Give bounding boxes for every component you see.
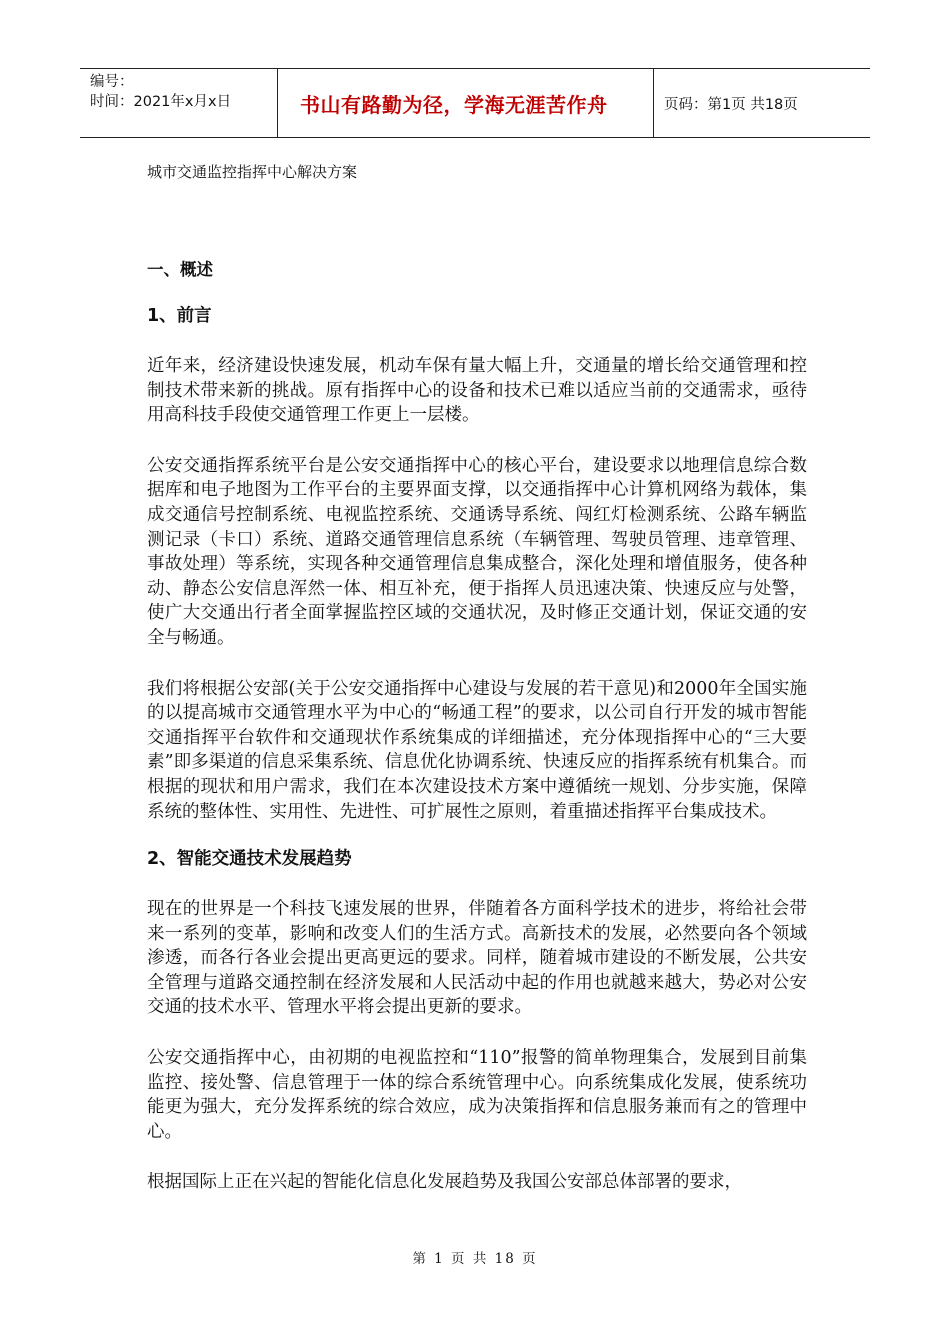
motto-text: 书山有路勤为径，学海无涯苦作舟 (300, 92, 608, 117)
page-info-text: 页码：第1页 共18页 (664, 96, 798, 113)
preface-paragraph-1: 近年来，经济建设快速发展，机动车保有量大幅上升，交通量的增长给交通管理和控制技术带来新的挑战。原有指挥中心的设备和技术已难以适应当前的交通需求，亟待用高科技手段使交通管理工作更上一层楼。 (147, 356, 807, 426)
trend-paragraph-2: 公安交通指挥中心，由初期的电视监控和“110”报警的简单物理集合，发展到目前集监控、接处警、信息管理于一体的综合系统管理中心。向系统集成化发展，使系统功能更为强大，充分发挥系统的综合效应，成为决策指挥和信息服务兼而有之的管理中心。 (147, 1048, 807, 1142)
code-label: 编号： (90, 74, 134, 90)
preface-heading: 1、前言 (147, 306, 212, 326)
date-label: 时间：2021年x月x日 (90, 94, 232, 110)
header-meta-cell (80, 69, 278, 137)
preface-paragraph-3: 我们将根据公安部(关于公安交通指挥中心建设与发展的若干意见)和2000年全国实施的以提高城市交通管理水平为中心的“畅通工程”的要求，以公司自行开发的城市智能交通指挥平台软件和交通现状作系统集成的详细描述，充分体现指挥中心的“三大要素”即多渠道的信息采集系统、信息优化协调系统、快速反应的指挥系统有机集合。而根据的现状和用户需求，我们在本次建设技术方案中遵循统一规划、分步实施，保障系统的整体性、实用性、先进性、可扩展性之原则，着重描述指挥平台集成技术。 (147, 678, 807, 822)
document-title: 城市交通监控指挥中心解决方案 (147, 163, 358, 181)
trend-paragraph-1: 现在的世界是一个科技飞速发展的世界，伴随着各方面科学技术的进步，将给社会带来一系列的变革，影响和改变人们的生活方式。高新技术的发展，必然要向各个领域渗透，而各行各业会提出更高更远的要求。同样，随着城市建设的不断发展，公共安全管理与道路交通控制在经济发展和人民活动中起的作用也就越来越大，势必对公安交通的技术水平、管理水平将会提出更新的要求。 (147, 899, 807, 1018)
document-body (147, 255, 807, 1195)
page-footer: 第 1 页 共 18 页 (412, 1251, 538, 1267)
motto-cell (278, 69, 654, 137)
header-table (80, 68, 870, 138)
trend-paragraph-3: 根据国际上正在兴起的智能化信息化发展趋势及我国公安部总体部署的要求， (147, 1172, 742, 1193)
trend-heading: 2、智能交通技术发展趋势 (147, 849, 352, 870)
page-info-cell (654, 69, 870, 137)
preface-paragraph-2: 公安交通指挥系统平台是公安交通指挥中心的核心平台，建设要求以地理信息综合数据库和电子地图为工作平台的主要界面支撑，以交通指挥中心计算机网络为载体，集成交通信号控制系统、电视监控系统、交通诱导系统、闯红灯检测系统、公路车辆监测记录（卡口）系统、道路交通管理信息系统（车辆管理、驾驶员管理、违章管理、事故处理）等系统，实现各种交通管理信息集成整合，深化处理和增值服务，使各种动、静态公安信息浑然一体、相互补充，便于指挥人员迅速决策、快速反应与处警，使广大交通出行者全面掌握监控区域的交通状况，及时修正交通计划，保证交通的安全与畅通。 (147, 455, 807, 648)
overview-heading: 一、概述 (147, 260, 213, 279)
